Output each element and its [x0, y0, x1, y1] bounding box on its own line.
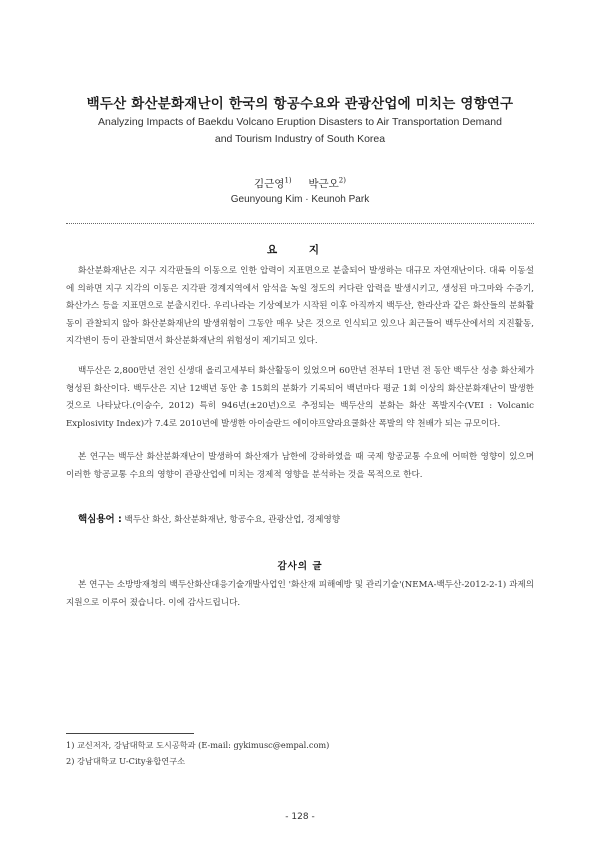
page-number: - 128 -	[285, 812, 315, 822]
abstract-heading: 요 지	[267, 244, 333, 256]
acknowledgment-heading: 감사의 글	[277, 561, 323, 572]
author-2-footnote-mark: 2)	[338, 176, 346, 185]
footnote-2: 2) 강남대학교 U-City융합연구소	[66, 756, 186, 766]
title-en-line-2: and Tourism Industry of South Korea	[214, 133, 386, 145]
abstract-paragraph-1: 화산분화재난은 지구 지각판들의 이동으로 인한 압력이 지표면으로 분출되어 발생하는 대규모 자연재난이다. 대륙 이동설에 의하면 지구 지각의 이동은 지각판 경계지역에서 암석을 녹일 정도의 커다란 압력을 발생시키고, 생성된 마그마와 수증기, 화산가스 등을 지표면으로 분출시킨다. 우리나라는 기상예보가 시작된 이후 아직까지 백두산, 한라산과 같은 화산들의 분화활동이 관찰되지 않아 화산분화재난의 발생위험이 그동안 매우 낮은 것으로 인식되고 있으나 최근들어 백두산에서의 지진활동, 지각변이 등이 관찰되면서 화산분화재난의 위험성이 제기되고 있다.	[66, 266, 534, 347]
authors-korean	[0, 176, 600, 191]
title-en-line-1: Analyzing Impacts of Baekdu Volcano Eruption Disasters to Air Transportation Demand	[98, 116, 502, 128]
authors-english: Geunyoung Kim · Keunoh Park	[230, 194, 370, 205]
paper-title-english	[60, 114, 540, 148]
author-1-footnote-mark: 1)	[284, 176, 292, 185]
author-2-name: 박근오	[308, 178, 339, 190]
paper-title-korean: 백두산 화산분화재난이 한국의 항공수요와 관광산업에 미치는 영향연구	[86, 96, 514, 112]
header-divider	[66, 223, 534, 224]
footnote-1: 1) 교신저자, 강남대학교 도시공학과 (E-mail: gykimusc@empal.com)	[66, 740, 330, 750]
keywords-label: 핵심용어 :	[78, 514, 122, 525]
abstract-paragraph-2: 백두산은 2,800만년 전인 신생대 올리고세부터 화산활동이 있었으며 60만년 전부터 1만년 전 동안 백두산 성층 화산체가 형성된 화산이다. 백두산은 지난 12백년 동안 총 15회의 분화가 기록되어 백년마다 평균 1회 이상의 화산분화재난이 발생한 것으로 나타났다.(이승수, 2012) 특히 946년(±20년)으로 추정되는 백두산의 분화는 화산 폭발지수(VEI : Volcanic Explosivity Index)가 7.4로 2010년에 발생한 아이슬란드 에이야프얄라요쿨화산 폭발의 약 천배가 되는 규모이다.	[66, 366, 534, 429]
keywords-text: 백두산 화산, 화산분화재난, 항공수요, 관광산업, 경제영향	[121, 515, 341, 525]
keywords	[78, 511, 534, 525]
footnote-divider	[66, 733, 194, 734]
abstract-paragraph-3: 본 연구는 백두산 화산분화재난이 발생하여 화산재가 남한에 강하하였을 때 국제 항공교통 수요에 어떠한 영향이 있으며 이러한 항공교통 수요의 영향이 관광산업에 미치는 경제적 영향을 분석하는 것을 목적으로 한다.	[66, 452, 534, 480]
acknowledgment-text: 본 연구는 소방방재청의 백두산화산대응기술개발사업인 '화산재 피해예방 및 관리기술'(NEMA-백두산-2012-2-1) 과제의 지원으로 이루어 졌습니다. 이에 감사드립니다.	[66, 580, 534, 608]
author-1-name: 김근영	[254, 178, 285, 190]
